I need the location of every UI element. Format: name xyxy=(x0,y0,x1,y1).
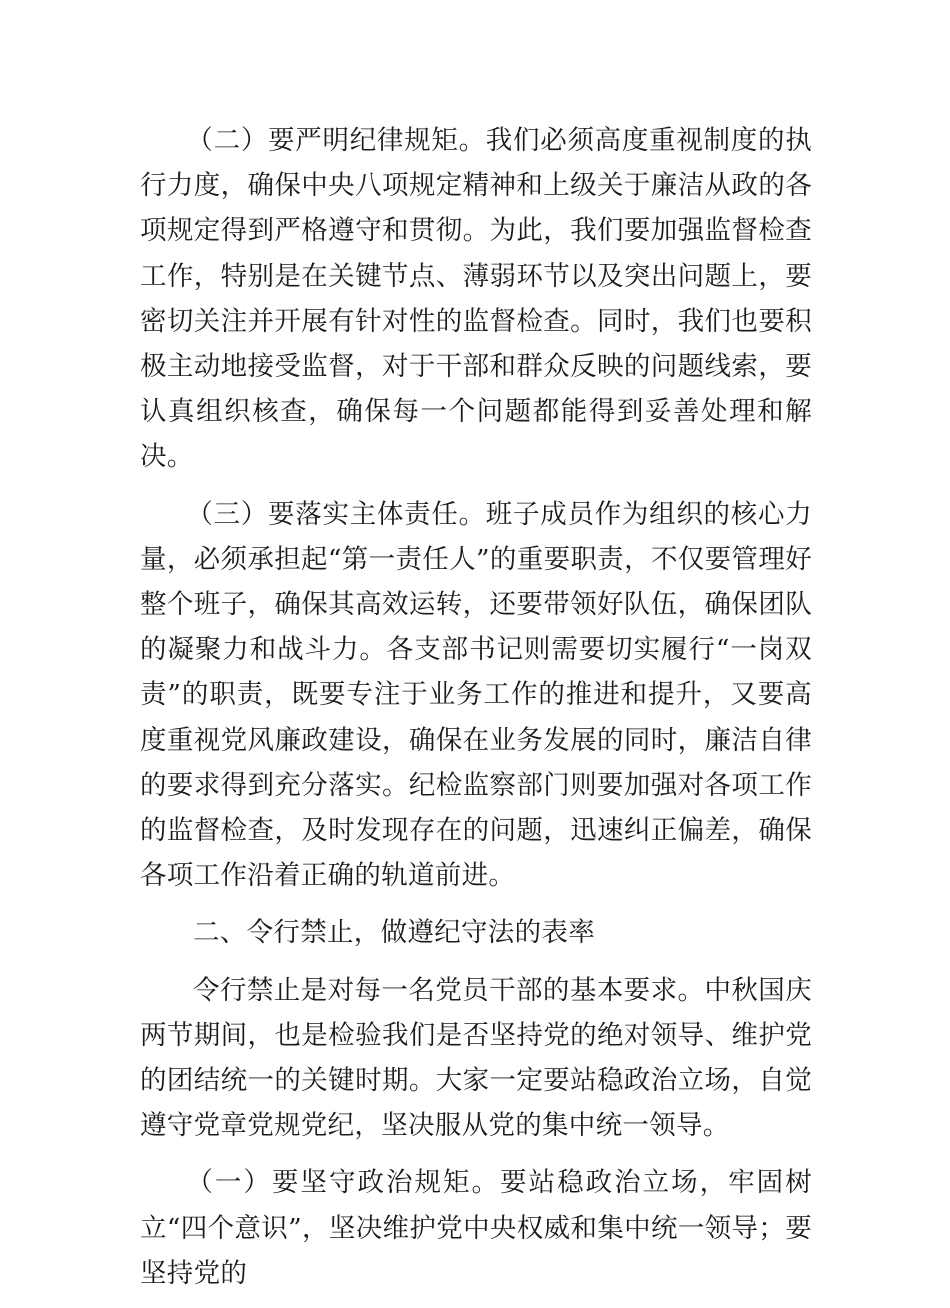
paragraph-prohibition: 令行禁止是对每一名党员干部的基本要求。中秋国庆两节期间，也是检验我们是否坚持党的绝对领导、维护党的团结统一的关键时期。大家一定要站稳政治立场，自觉遵守党章党规党纪，坚决服从党的集中统一领导。 xyxy=(140,974,812,1142)
paragraph-main-responsibility: （三）要落实主体责任。班子成员作为组织的核心力量，必须承担起“第一责任人”的重要职责，不仅要管理好整个班子，确保其高效运转，还要带领好队伍，确保团队的凝聚力和战斗力。各支部书记则需要切实履行“一岗双责”的职责，既要专注于业务工作的推进和提升，又要高度重视党风廉政建设，确保在业务发展的同时，廉洁自律的要求得到充分落实。纪检监察部门则要加强对各项工作的监督检查，及时发现存在的问题，迅速纠正偏差，确保各项工作沿着正确的轨道前进。 xyxy=(140,498,812,892)
paragraph-political-rules: （一）要坚守政治规矩。要站稳政治立场，牢固树立“四个意识”，坚决维护党中央权威和集中统一领导；要坚持党的 xyxy=(140,1167,812,1289)
section-heading: 二、令行禁止，做遵纪守法的表率 xyxy=(193,917,595,949)
document-body xyxy=(140,118,812,1308)
paragraph-discipline-rules: （二）要严明纪律规矩。我们必须高度重视制度的执行力度，确保中央八项规定精神和上级关于廉洁从政的各项规定得到严格遵守和贯彻。为此，我们要加强监督检查工作，特别是在关键节点、薄弱环节以及突出问题上，要密切关注并开展有针对性的监督检查。同时，我们也要积极主动地接受监督，对于干部和群众反映的问题线索，要认真组织核查，确保每一个问题都能得到妥善处理和解决。 xyxy=(140,125,812,473)
